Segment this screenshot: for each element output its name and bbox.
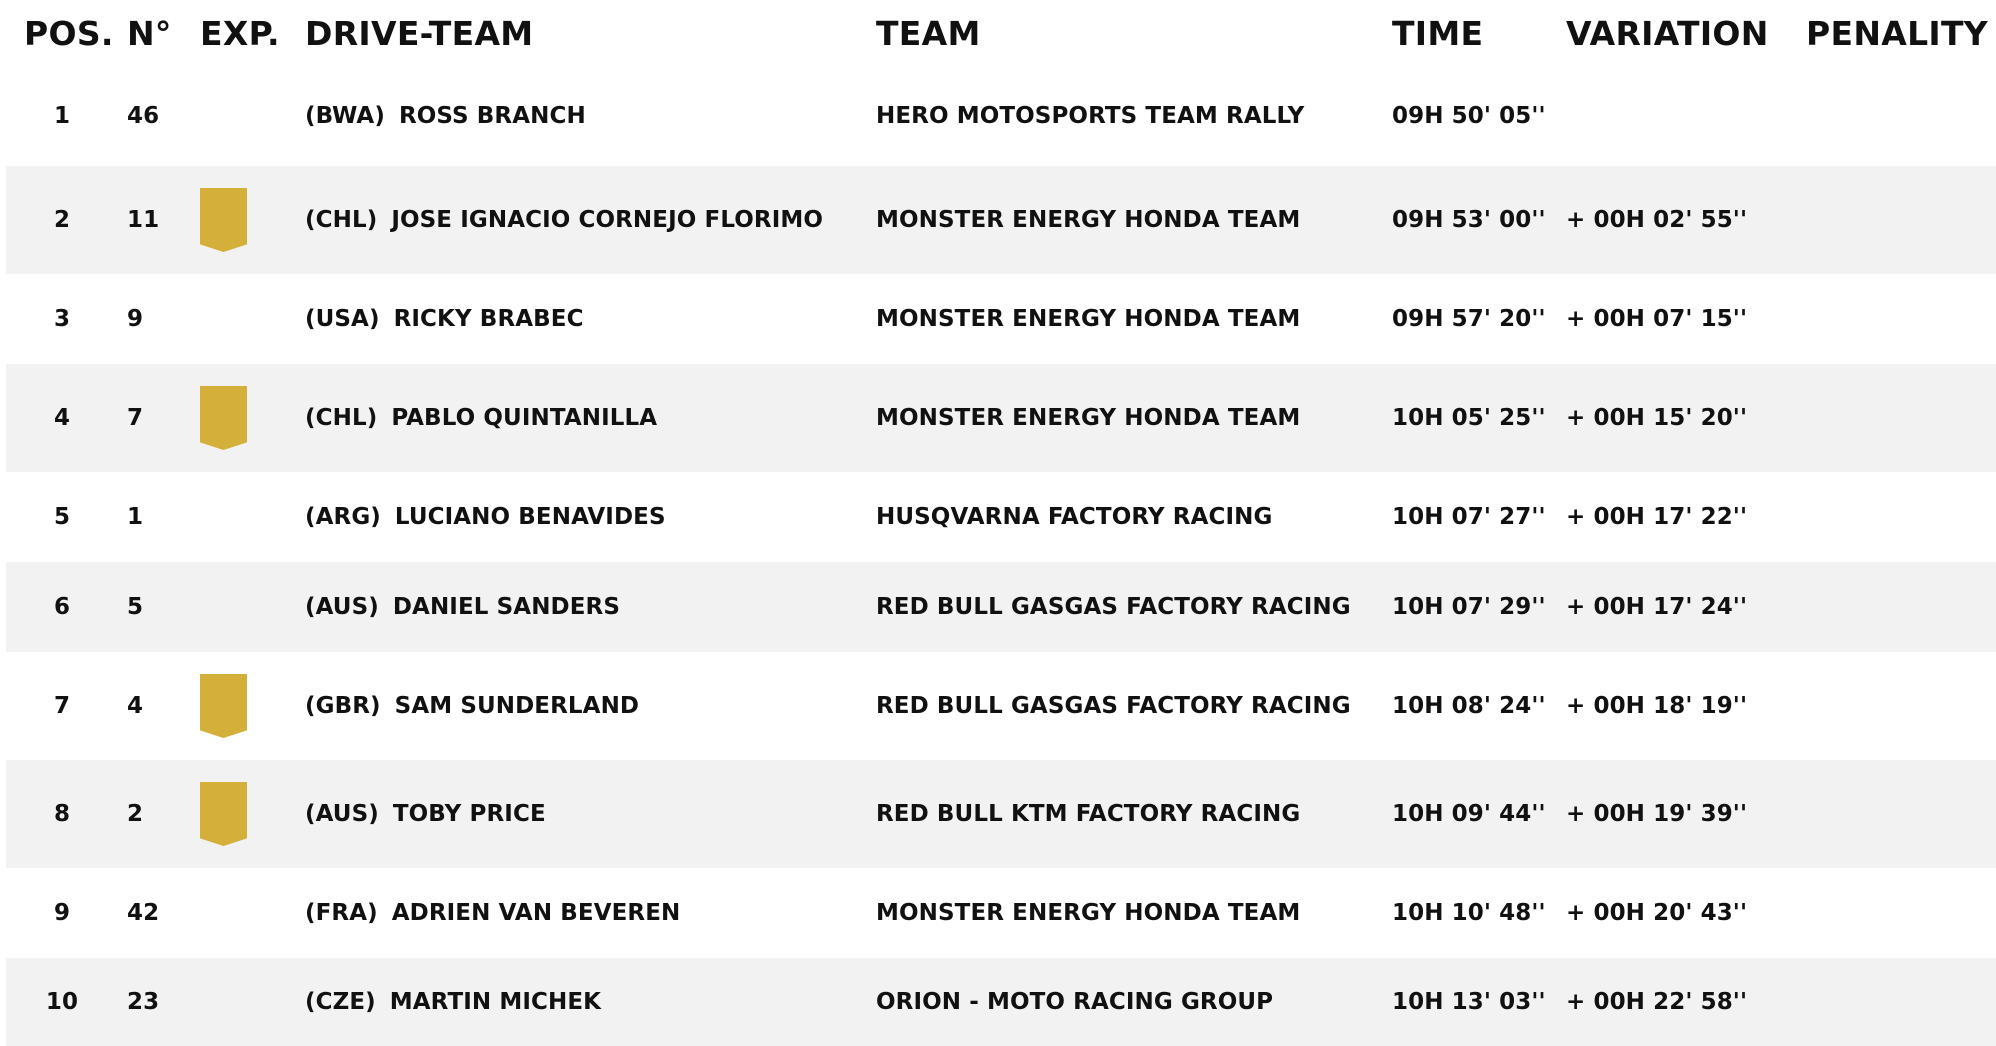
row-variation: + 00H 15' 20'' xyxy=(1566,405,1748,431)
row-drive-team[interactable] xyxy=(305,472,666,562)
header-variation: VARIATION xyxy=(1566,13,1769,53)
table-row[interactable] xyxy=(6,760,1996,868)
row-time: 10H 13' 03'' xyxy=(1392,989,1546,1015)
row-variation: + 00H 22' 58'' xyxy=(1566,989,1748,1015)
row-team: MONSTER ENERGY HONDA TEAM xyxy=(876,405,1301,431)
row-number: 2 xyxy=(127,801,144,827)
row-number: 46 xyxy=(127,103,160,129)
row-number: 42 xyxy=(127,900,160,926)
table-row[interactable] xyxy=(6,166,1996,274)
row-drive-team[interactable] xyxy=(305,364,657,472)
row-variation: + 00H 18' 19'' xyxy=(1566,693,1748,719)
table-row[interactable] xyxy=(6,472,1996,562)
row-driver-name: ADRIEN VAN BEVEREN xyxy=(391,900,681,926)
row-nationality: (GBR) xyxy=(305,693,381,719)
row-team: MONSTER ENERGY HONDA TEAM xyxy=(876,900,1301,926)
row-drive-team[interactable] xyxy=(305,652,639,760)
table-header xyxy=(6,0,1996,66)
row-drive-team[interactable] xyxy=(305,760,546,868)
row-nationality: (AUS) xyxy=(305,594,379,620)
row-driver-name: ROSS BRANCH xyxy=(398,103,586,129)
row-nationality: (CZE) xyxy=(305,989,376,1015)
row-time: 10H 10' 48'' xyxy=(1392,900,1546,926)
row-team: MONSTER ENERGY HONDA TEAM xyxy=(876,207,1301,233)
expert-ribbon-icon xyxy=(200,386,247,450)
row-variation: + 00H 07' 15'' xyxy=(1566,306,1748,332)
results-table xyxy=(6,0,1996,1046)
row-nationality: (AUS) xyxy=(305,801,379,827)
header-exp: EXP. xyxy=(200,13,280,53)
row-drive-team[interactable] xyxy=(305,958,601,1046)
row-number: 7 xyxy=(127,405,144,431)
table-row[interactable] xyxy=(6,66,1996,166)
row-drive-team[interactable] xyxy=(305,562,620,652)
row-nationality: (BWA) xyxy=(305,103,385,129)
row-number: 4 xyxy=(127,693,144,719)
row-variation: + 00H 17' 24'' xyxy=(1566,594,1748,620)
table-row[interactable] xyxy=(6,958,1996,1046)
row-pos: 4 xyxy=(53,405,71,431)
row-time: 10H 09' 44'' xyxy=(1392,801,1546,827)
row-pos: 3 xyxy=(53,306,71,332)
row-number: 9 xyxy=(127,306,144,332)
row-nationality: (ARG) xyxy=(305,504,381,530)
row-pos: 6 xyxy=(53,594,71,620)
row-variation: + 00H 20' 43'' xyxy=(1566,900,1748,926)
expert-ribbon-icon xyxy=(200,782,247,846)
row-number: 23 xyxy=(127,989,160,1015)
row-pos: 5 xyxy=(53,504,71,530)
row-team: RED BULL GASGAS FACTORY RACING xyxy=(876,594,1351,620)
row-number: 11 xyxy=(127,207,160,233)
row-driver-name: JOSE IGNACIO CORNEJO FLORIMO xyxy=(391,207,824,233)
table-row[interactable] xyxy=(6,562,1996,652)
row-driver-name: DANIEL SANDERS xyxy=(392,594,621,620)
row-pos: 2 xyxy=(53,207,71,233)
row-exp xyxy=(200,364,247,472)
expert-ribbon-icon xyxy=(200,188,247,252)
row-time: 09H 50' 05'' xyxy=(1392,103,1546,129)
table-row[interactable] xyxy=(6,274,1996,364)
row-driver-name: SAM SUNDERLAND xyxy=(394,693,640,719)
row-pos: 8 xyxy=(53,801,71,827)
row-drive-team[interactable] xyxy=(305,166,823,274)
row-pos: 7 xyxy=(53,693,71,719)
header-number: N° xyxy=(127,13,172,53)
row-time: 09H 53' 00'' xyxy=(1392,207,1546,233)
row-team: HERO MOTOSPORTS TEAM RALLY xyxy=(876,103,1305,129)
row-driver-name: LUCIANO BENAVIDES xyxy=(394,504,666,530)
row-drive-team[interactable] xyxy=(305,868,680,958)
row-exp xyxy=(200,166,247,274)
row-team: RED BULL KTM FACTORY RACING xyxy=(876,801,1301,827)
row-time: 09H 57' 20'' xyxy=(1392,306,1546,332)
table-row[interactable] xyxy=(6,868,1996,958)
table-row[interactable] xyxy=(6,652,1996,760)
row-variation: + 00H 19' 39'' xyxy=(1566,801,1748,827)
row-team: HUSQVARNA FACTORY RACING xyxy=(876,504,1273,530)
row-nationality: (CHL) xyxy=(305,405,378,431)
expert-ribbon-icon xyxy=(200,674,247,738)
row-time: 10H 05' 25'' xyxy=(1392,405,1546,431)
header-drive-team: DRIVE-TEAM xyxy=(305,13,534,53)
row-time: 10H 07' 27'' xyxy=(1392,504,1546,530)
row-pos: 1 xyxy=(53,103,71,129)
row-time: 10H 08' 24'' xyxy=(1392,693,1546,719)
header-team: TEAM xyxy=(876,13,981,53)
row-number: 5 xyxy=(127,594,144,620)
header-penality: PENALITY xyxy=(1806,13,1988,53)
row-team: MONSTER ENERGY HONDA TEAM xyxy=(876,306,1301,332)
row-variation: + 00H 17' 22'' xyxy=(1566,504,1748,530)
row-variation: + 00H 02' 55'' xyxy=(1566,207,1748,233)
header-time: TIME xyxy=(1392,13,1484,53)
row-nationality: (USA) xyxy=(305,306,380,332)
row-driver-name: RICKY BRABEC xyxy=(393,306,584,332)
row-exp xyxy=(200,652,247,760)
row-pos: 10 xyxy=(45,989,79,1015)
row-team: ORION - MOTO RACING GROUP xyxy=(876,989,1274,1015)
row-number: 1 xyxy=(127,504,144,530)
row-team: RED BULL GASGAS FACTORY RACING xyxy=(876,693,1351,719)
table-row[interactable] xyxy=(6,364,1996,472)
row-driver-name: PABLO QUINTANILLA xyxy=(391,405,658,431)
header-pos: POS. xyxy=(24,13,114,53)
row-nationality: (FRA) xyxy=(305,900,378,926)
row-time: 10H 07' 29'' xyxy=(1392,594,1546,620)
row-nationality: (CHL) xyxy=(305,207,378,233)
row-driver-name: TOBY PRICE xyxy=(392,801,546,827)
row-exp xyxy=(200,760,247,868)
row-drive-team[interactable] xyxy=(305,66,586,166)
row-driver-name: MARTIN MICHEK xyxy=(389,989,602,1015)
row-drive-team[interactable] xyxy=(305,274,584,364)
row-pos: 9 xyxy=(53,900,71,926)
